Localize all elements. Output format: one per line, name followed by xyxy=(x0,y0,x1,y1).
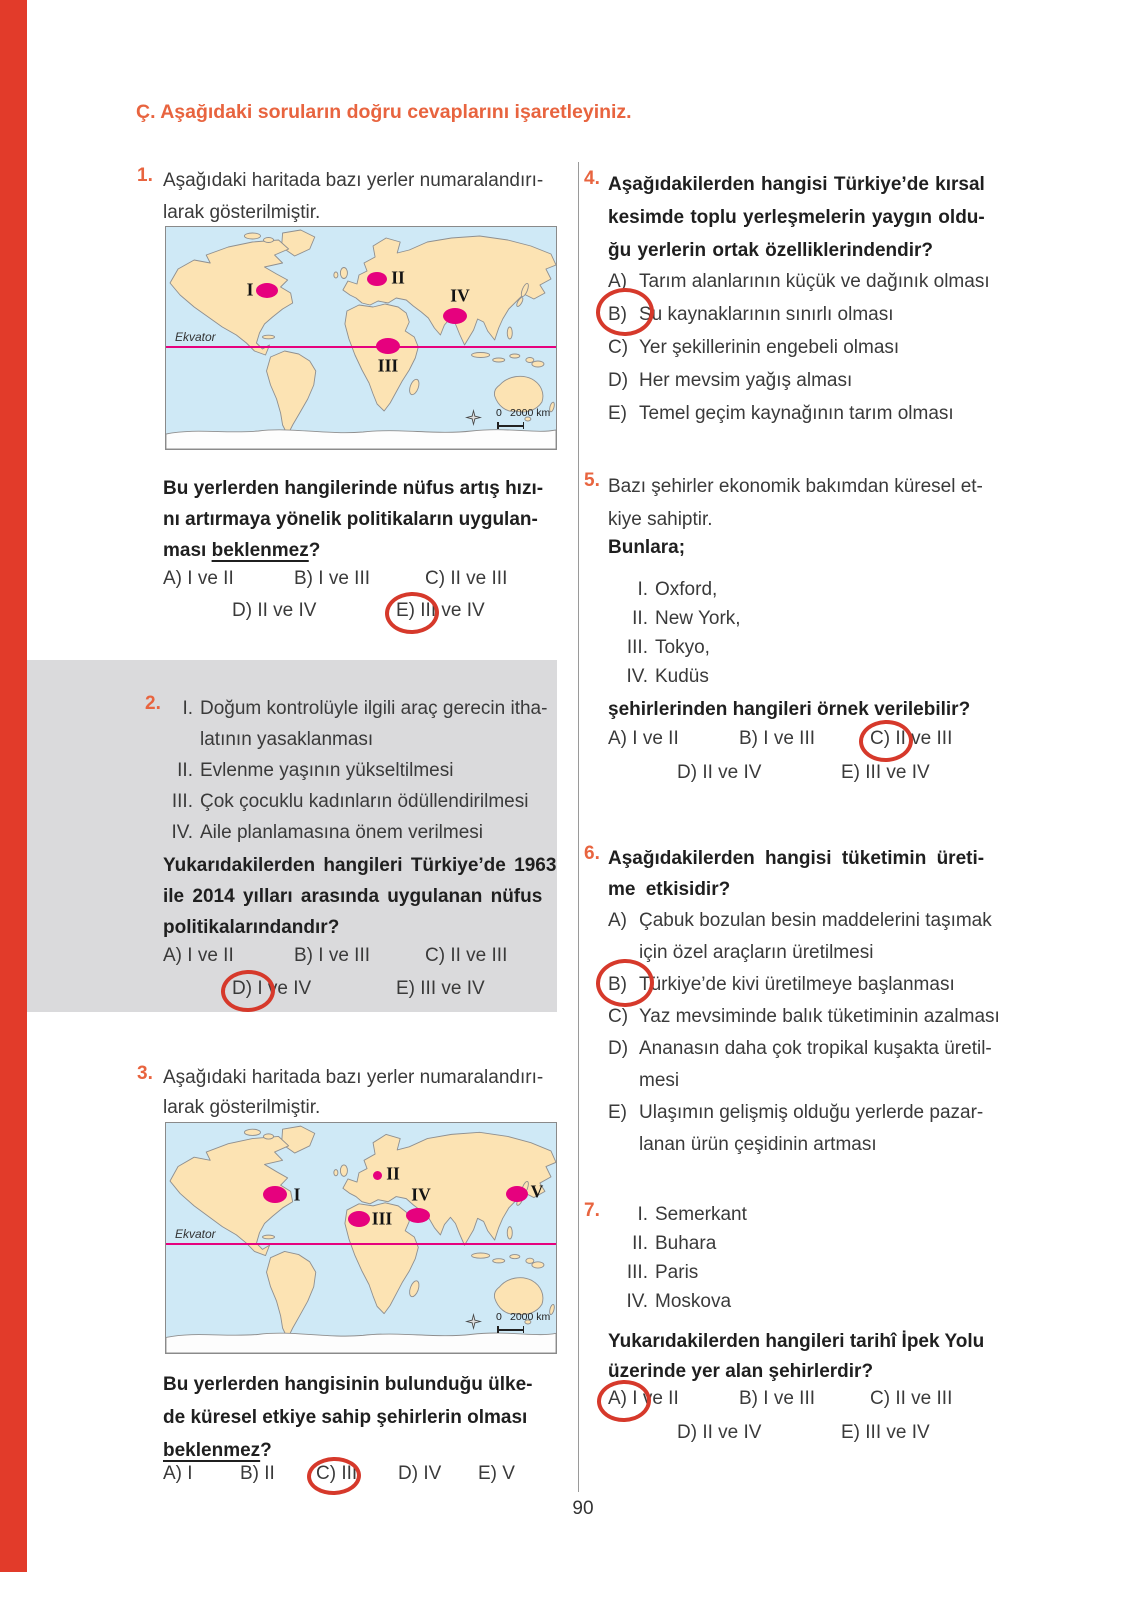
option-A xyxy=(608,1388,739,1410)
list-item-numeral: I. xyxy=(637,579,648,600)
option-D xyxy=(677,1422,841,1444)
option-text xyxy=(639,969,955,1001)
compass-icon xyxy=(465,409,482,431)
options-row xyxy=(232,600,485,622)
option-letter: E) xyxy=(608,403,627,424)
list-item xyxy=(608,1229,747,1258)
option-text xyxy=(639,905,992,969)
option-D xyxy=(608,1033,1000,1097)
underlined-word: beklenmez xyxy=(163,1440,261,1461)
question-intro xyxy=(163,165,543,229)
option-letter: D) xyxy=(677,762,698,783)
option-D xyxy=(677,762,841,784)
map-marker-IV xyxy=(443,308,467,324)
options-row xyxy=(608,1388,952,1410)
list-item-text xyxy=(655,604,741,633)
option-C xyxy=(870,1388,952,1410)
stem-line: Bu yerlerden hangisinin bulunduğu ülke- xyxy=(163,1374,533,1395)
option-text: III ve IV xyxy=(865,1422,930,1443)
intro-line: Bazı şehirler ekonomik bakımdan küresel et- xyxy=(608,476,983,497)
roman-list xyxy=(608,575,741,691)
list-item xyxy=(608,604,741,633)
option-letter: B) xyxy=(739,728,758,749)
option-A xyxy=(163,945,294,967)
list-item xyxy=(608,662,741,691)
option-E xyxy=(841,762,930,784)
option-text xyxy=(639,397,954,430)
question-stem xyxy=(163,473,543,566)
list-item xyxy=(608,633,741,662)
stem-line: ması beklenmez? xyxy=(163,540,321,561)
option-D xyxy=(608,364,990,397)
list-item-line: Evlenme yaşının yükseltilmesi xyxy=(200,760,454,781)
option-B xyxy=(294,568,425,590)
option-text: V xyxy=(502,1463,515,1484)
option-letter: D) xyxy=(398,1463,419,1484)
option-text xyxy=(639,1033,992,1097)
option-letter-circled: D) xyxy=(232,978,253,999)
list-item-numeral: II. xyxy=(177,760,193,781)
map-marker-label: II xyxy=(391,267,405,288)
option-C xyxy=(316,1463,398,1485)
stem-line: Yukarıdakilerden hangileri tarihî İpek Yolu xyxy=(608,1331,985,1352)
option-text-line: Yaz mevsiminde balık tüketiminin azalması xyxy=(639,1006,1000,1027)
stem-line: Bu yerlerden hangilerinde nüfus artış hızı- xyxy=(163,478,544,499)
option-letter: C) xyxy=(870,1388,891,1409)
question-number: 5. xyxy=(584,470,600,491)
list-item-text xyxy=(655,1258,698,1287)
stem-line: me etkisidir? xyxy=(608,879,731,900)
option-B xyxy=(739,728,870,750)
option-text-line: Yer şekillerinin engebeli olması xyxy=(639,337,900,358)
option-B xyxy=(240,1463,316,1485)
page-edge-bar xyxy=(0,0,27,1572)
option-letter: C) xyxy=(608,1006,629,1027)
option-text: I ve IV xyxy=(257,978,312,999)
map-marker-label: III xyxy=(371,1208,393,1229)
roman-list xyxy=(608,1200,747,1316)
stem-line: şehirlerinden hangileri örnek verilebilir? xyxy=(608,699,971,720)
section-header: Ç. Aşağıdaki soruların doğru cevaplarını işaretleyiniz. xyxy=(136,101,632,123)
option-text xyxy=(639,298,894,331)
compass-rose-icon xyxy=(465,1313,482,1330)
list-item-numeral: III. xyxy=(626,637,648,658)
question-number: 3. xyxy=(137,1063,153,1084)
map-marker-II xyxy=(373,1171,382,1180)
option-A xyxy=(163,1463,240,1485)
column-divider xyxy=(578,162,579,1492)
compass-icon xyxy=(465,1313,482,1335)
option-E xyxy=(841,1422,930,1444)
intro-line: kiye sahiptir. xyxy=(608,509,713,530)
option-text-line: Çabuk bozulan besin maddelerini taşımak xyxy=(639,910,992,931)
list-item-line: Moskova xyxy=(655,1291,732,1312)
question-intro xyxy=(608,470,983,536)
option-letter: A) xyxy=(163,1463,182,1484)
option-E xyxy=(608,397,990,430)
map-marker-III xyxy=(376,338,400,354)
list-item-line: latının yasaklanması xyxy=(200,729,374,750)
option-letter: B) xyxy=(240,1463,259,1484)
options-row xyxy=(677,762,930,784)
stem-line: Aşağıdakilerden hangisi tüketimin üreti- xyxy=(608,848,985,869)
equator-label: Ekvator xyxy=(175,330,216,344)
compass-rose-icon xyxy=(465,409,482,426)
map-marker-label: V xyxy=(530,1181,544,1202)
question-stem xyxy=(608,693,970,726)
option-A xyxy=(163,568,294,590)
stem-line: Yukarıdakilerden hangileri Türkiye’de 1963 xyxy=(163,855,557,876)
options-row xyxy=(677,1422,930,1444)
option-A xyxy=(608,728,739,750)
option-text: I xyxy=(187,1463,193,1484)
list-item-text xyxy=(655,1200,747,1229)
option-B xyxy=(608,298,990,331)
equator-label: Ekvator xyxy=(175,1227,216,1241)
equator-line xyxy=(166,1243,556,1245)
map-marker-V xyxy=(506,1186,528,1202)
option-letter-circled: A) xyxy=(608,1388,627,1409)
option-D xyxy=(232,978,396,1000)
map-marker-label: IV xyxy=(411,1184,431,1205)
option-letter-circled: B) xyxy=(608,969,639,1001)
option-text: III ve IV xyxy=(420,600,485,621)
option-D xyxy=(398,1463,478,1485)
list-item-text xyxy=(200,755,453,786)
stem-line: ğu yerlerin ortak özelliklerindendir? xyxy=(608,240,934,261)
list-item xyxy=(608,575,741,604)
option-text xyxy=(639,331,899,364)
list-item-line: Aile planlamasına önem verilmesi xyxy=(200,822,484,843)
map-marker-label: I xyxy=(293,1184,301,1205)
stem-line: Aşağıdakilerden hangisi Türkiye’de kırsal xyxy=(608,174,985,195)
question-number: 6. xyxy=(584,843,600,864)
world-map-1 xyxy=(165,226,557,450)
list-item-numeral: III. xyxy=(626,1262,648,1283)
list-item-numeral: I. xyxy=(182,698,193,719)
list-item-text xyxy=(655,575,717,604)
list-item-line: Doğum kontrolüyle ilgili araç gerecin itha- xyxy=(200,698,548,719)
intro-line: larak gösterilmiştir. xyxy=(163,1097,321,1118)
option-text: I ve III xyxy=(763,1388,816,1409)
list-item-line: Paris xyxy=(655,1262,699,1283)
list-item-numeral: II. xyxy=(632,608,648,629)
option-E xyxy=(478,1463,515,1485)
stem-line: üzerinde yer alan şehirlerdir? xyxy=(608,1361,874,1382)
list-item-text xyxy=(200,786,528,817)
option-A xyxy=(608,905,1000,969)
list-item xyxy=(163,817,547,848)
option-text: I ve III xyxy=(318,568,371,589)
option-text: II ve IV xyxy=(257,600,317,621)
list-item-line: Oxford, xyxy=(655,579,718,600)
option-text-line: Su kaynaklarının sınırlı olması xyxy=(639,304,894,325)
scale-zero: 0 xyxy=(496,1311,502,1323)
option-text: I ve II xyxy=(187,945,234,966)
list-item-numeral: IV. xyxy=(171,822,193,843)
list-item-numeral: IV. xyxy=(626,666,648,687)
underlined-word: beklenmez xyxy=(211,540,309,561)
list-item xyxy=(608,1287,747,1316)
question-number: 1. xyxy=(137,165,153,186)
list-item xyxy=(608,1258,747,1287)
option-text: I ve II xyxy=(632,728,679,749)
option-letter: E) xyxy=(396,978,415,999)
sublabel xyxy=(608,537,685,559)
option-A xyxy=(608,265,990,298)
option-letter: E) xyxy=(478,1463,497,1484)
option-letter-circled: C) xyxy=(870,728,891,749)
map-marker-I xyxy=(263,1186,287,1203)
stem-line: kesimde toplu yerleşmelerin yaygın oldu- xyxy=(608,207,985,228)
option-letter: B) xyxy=(294,945,313,966)
option-letter-circled: E) xyxy=(396,600,415,621)
option-letter: D) xyxy=(232,600,253,621)
option-B xyxy=(608,969,1000,1001)
option-E xyxy=(608,1097,1000,1161)
option-letter: D) xyxy=(608,370,629,391)
list-item-line: Semerkant xyxy=(655,1204,747,1225)
intro-line: Aşağıdaki haritada bazı yerler numaralandırı- xyxy=(163,170,544,191)
list-item xyxy=(608,1200,747,1229)
options-row xyxy=(163,1463,515,1485)
map-marker-I xyxy=(256,283,278,298)
option-text-line: Ananasın daha çok tropikal kuşakta üretil- xyxy=(639,1038,992,1059)
scale-label: 2000 km xyxy=(510,1311,551,1323)
map-marker-II xyxy=(367,272,387,286)
option-letter-circled: C) xyxy=(316,1463,337,1484)
options-block xyxy=(608,265,990,430)
map-marker-label: I xyxy=(246,279,254,300)
page-number: 90 xyxy=(572,1498,594,1519)
list-item-numeral: IV. xyxy=(626,1291,648,1312)
roman-list xyxy=(163,693,547,848)
option-letter: E) xyxy=(841,1422,860,1443)
option-letter: E) xyxy=(841,762,860,783)
option-letter: E) xyxy=(608,1102,627,1123)
option-text: II ve III xyxy=(450,568,508,589)
question-2 xyxy=(27,660,557,1012)
question-intro xyxy=(163,1063,543,1123)
world-map-2 xyxy=(165,1122,557,1354)
option-text-line: Türkiye’de kivi üretilmeye başlanması xyxy=(639,974,955,995)
option-text: II xyxy=(264,1463,275,1484)
option-letter: A) xyxy=(163,945,182,966)
option-letter: A) xyxy=(608,910,627,931)
option-text: I ve II xyxy=(632,1388,679,1409)
option-letter: D) xyxy=(677,1422,698,1443)
option-text xyxy=(639,1097,983,1161)
scale-zero: 0 xyxy=(496,407,502,419)
list-item-numeral: III. xyxy=(171,791,193,812)
option-text-line: için özel araçların üretilmesi xyxy=(639,942,874,963)
options-row xyxy=(608,728,952,750)
list-item-text xyxy=(655,1229,716,1258)
option-C xyxy=(425,568,507,590)
option-text: I ve II xyxy=(187,568,234,589)
scale-bar xyxy=(497,425,524,427)
option-text xyxy=(639,1001,1000,1033)
equator-line xyxy=(166,346,556,348)
list-item-numeral: I. xyxy=(637,1204,648,1225)
question-stem xyxy=(608,168,985,267)
option-B xyxy=(294,945,425,967)
option-letter-circled: B) xyxy=(608,298,639,331)
option-text xyxy=(639,265,990,298)
options-block xyxy=(608,905,1000,1161)
option-text-line: Tarım alanlarının küçük ve dağınık olması xyxy=(639,271,990,292)
list-item-text xyxy=(200,693,547,755)
list-item xyxy=(163,693,547,755)
option-text: III ve IV xyxy=(865,762,930,783)
option-letter: A) xyxy=(163,568,182,589)
option-text xyxy=(639,364,852,397)
intro-line: larak gösterilmiştir. xyxy=(163,202,321,223)
option-text: III xyxy=(341,1463,358,1484)
stem-line: ile 2014 yılları arasında uygulanan nüfus xyxy=(163,886,543,907)
option-text-line: lanan ürün çeşidinin artması xyxy=(639,1134,877,1155)
question-stem xyxy=(163,850,556,943)
option-text: I ve III xyxy=(763,728,816,749)
list-item-text xyxy=(655,662,709,691)
list-item-line: New York, xyxy=(655,608,741,629)
map-marker-IV xyxy=(406,1208,430,1223)
option-E xyxy=(396,978,485,1000)
stem-line: de küresel etkiye sahip şehirlerin olması xyxy=(163,1407,528,1428)
map-marker-label: III xyxy=(377,355,399,376)
option-D xyxy=(232,600,396,622)
option-text-line: Ulaşımın gelişmiş olduğu yerlerde pazar- xyxy=(639,1102,984,1123)
stem-line: politikalarındandır? xyxy=(163,917,340,938)
intro-line: Aşağıdaki haritada bazı yerler numaralandırı- xyxy=(163,1067,544,1088)
question-number: 4. xyxy=(584,168,600,189)
stem-line: beklenmez? xyxy=(163,1440,272,1461)
question-stem xyxy=(608,843,984,905)
option-text: I ve III xyxy=(318,945,371,966)
option-E xyxy=(396,600,485,622)
map-marker-III xyxy=(348,1211,370,1227)
option-text: II ve III xyxy=(450,945,508,966)
option-B xyxy=(739,1388,870,1410)
map-marker-label: II xyxy=(386,1163,400,1184)
stem-line: nı artırmaya yönelik politikaların uygulan- xyxy=(163,509,538,530)
list-item-line: Buhara xyxy=(655,1233,717,1254)
option-text: III ve IV xyxy=(420,978,485,999)
option-C xyxy=(608,1001,1000,1033)
question-stem xyxy=(163,1368,532,1467)
option-letter: D) xyxy=(608,1038,629,1059)
list-item-line: Tokyo, xyxy=(655,637,710,658)
option-text-line: Her mevsim yağış alması xyxy=(639,370,853,391)
list-item xyxy=(163,786,547,817)
option-letter: C) xyxy=(425,568,446,589)
option-text: II ve III xyxy=(895,1388,953,1409)
option-text-line: mesi xyxy=(639,1070,680,1091)
option-letter: A) xyxy=(608,728,627,749)
scale-label: 2000 km xyxy=(510,407,551,419)
option-text: IV xyxy=(423,1463,442,1484)
option-text: II ve IV xyxy=(702,1422,762,1443)
list-item-text xyxy=(655,633,710,662)
question-number: 7. xyxy=(584,1200,600,1221)
options-row xyxy=(163,945,507,967)
option-C xyxy=(425,945,507,967)
question-number: 2. xyxy=(145,693,161,714)
sublabel-text: Bunlara; xyxy=(608,537,686,558)
question-stem xyxy=(608,1327,984,1387)
options-row xyxy=(232,978,485,1000)
option-letter: A) xyxy=(608,271,627,292)
list-item xyxy=(163,755,547,786)
option-text-line: Temel geçim kaynağının tarım olması xyxy=(639,403,954,424)
list-item-text xyxy=(655,1287,731,1316)
option-text: II ve IV xyxy=(702,762,762,783)
option-letter: C) xyxy=(608,337,629,358)
option-letter: C) xyxy=(425,945,446,966)
option-letter: B) xyxy=(294,568,313,589)
list-item-text xyxy=(200,817,483,848)
option-C xyxy=(870,728,952,750)
list-item-numeral: II. xyxy=(632,1233,648,1254)
scale-bar xyxy=(497,1329,524,1331)
options-row xyxy=(163,568,507,590)
option-text: II ve III xyxy=(895,728,953,749)
option-C xyxy=(608,331,990,364)
option-letter: B) xyxy=(739,1388,758,1409)
list-item-line: Çok çocuklu kadınların ödüllendirilmesi xyxy=(200,791,529,812)
map-marker-label: IV xyxy=(450,285,470,306)
list-item-line: Kudüs xyxy=(655,666,709,687)
